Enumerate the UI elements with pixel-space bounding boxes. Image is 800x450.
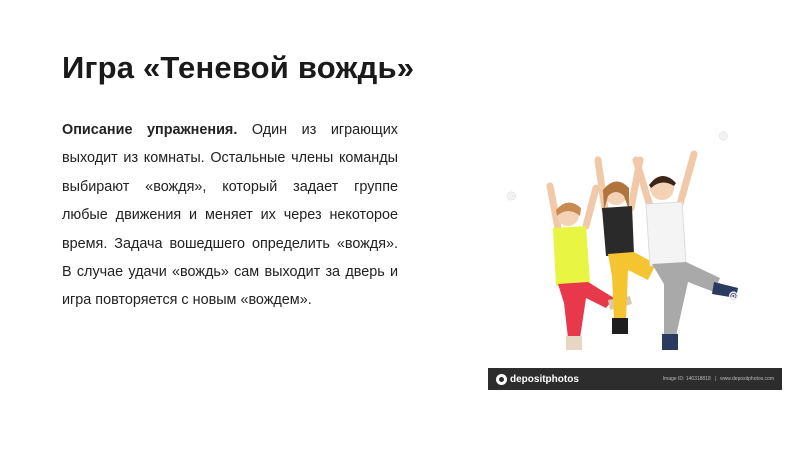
stock-photo-footer bbox=[488, 368, 782, 390]
boy-white-shirt-figure bbox=[636, 154, 738, 350]
slide-title: Игра «Теневой вождь» bbox=[62, 50, 415, 85]
description-lead: Описание упражнения. bbox=[62, 122, 238, 138]
image-id: Image ID: 146318818 bbox=[662, 376, 711, 382]
watermark-glyph: ⊚ bbox=[506, 188, 517, 203]
watermark-glyph: ⊚ bbox=[728, 288, 739, 303]
children-dancing-photo bbox=[488, 88, 782, 390]
exercise-description bbox=[62, 116, 398, 315]
children-illustration bbox=[488, 88, 782, 368]
watermark-glyph: ⊚ bbox=[718, 128, 729, 143]
depositphotos-logo bbox=[496, 374, 579, 385]
site-url: www.depositphotos.com bbox=[720, 376, 774, 382]
description-body: Один из играющих выходит из комнаты. Остальные члены команды выбирают «вождя», который задает группе любые движения и меняет их через некоторое время. Задача вошедшего определить «вождя». В случае удачи «вождь» сам выходит за дверь и игра повторяется с новым «вождем». bbox=[62, 122, 398, 309]
meta-separator: | bbox=[714, 376, 717, 382]
brand-name: depositphotos bbox=[510, 373, 579, 385]
image-meta bbox=[663, 376, 774, 382]
depositphotos-logo-icon bbox=[496, 374, 507, 385]
